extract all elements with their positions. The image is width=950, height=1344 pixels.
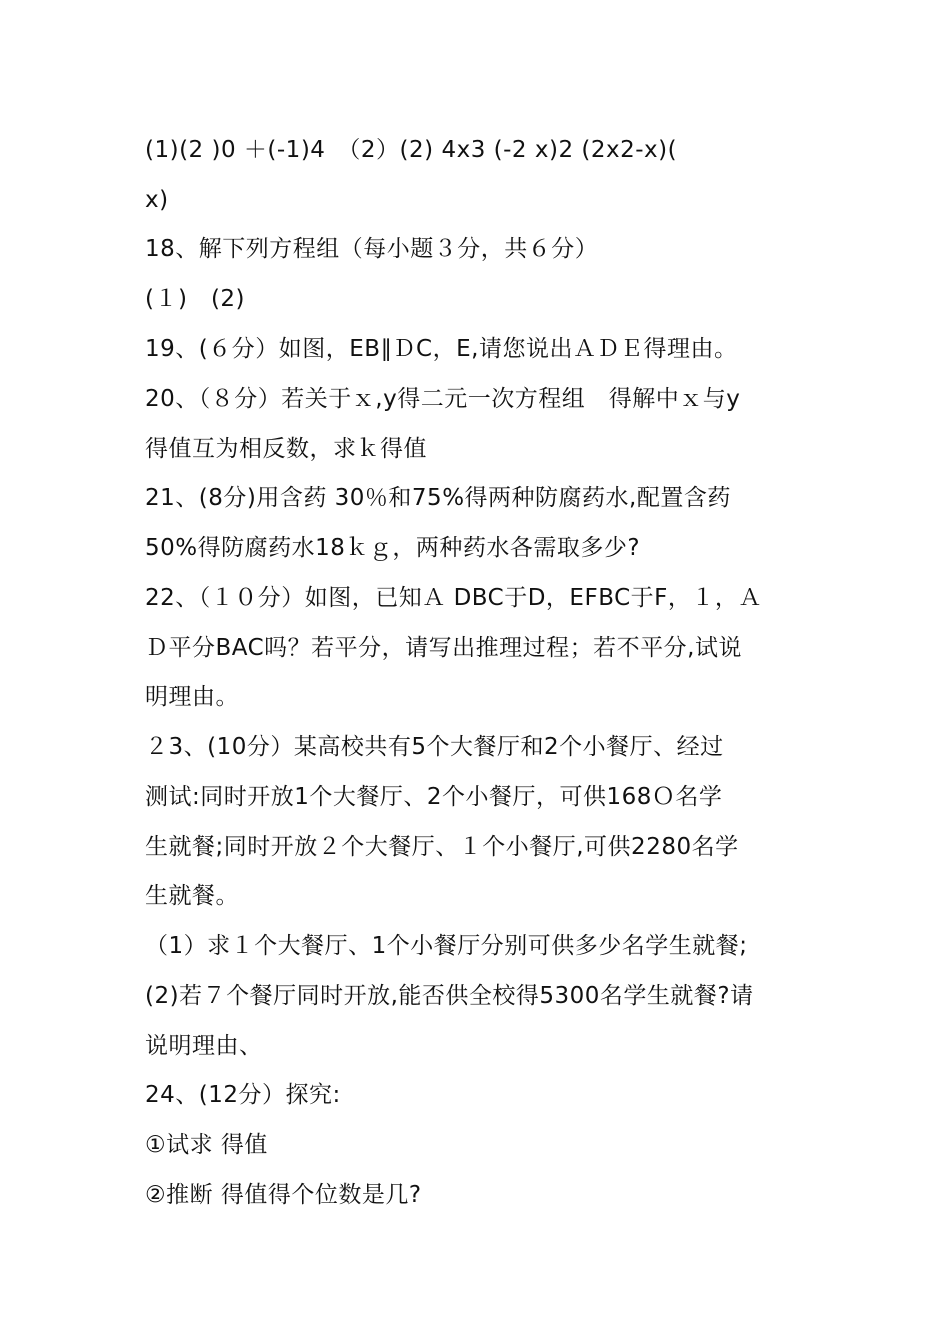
text-line-22: ②推断 得值得个位数是几? [145,1182,422,1208]
text-line-20: 24、(12分）探究: [145,1082,341,1108]
text-line-18: (2)若７个餐厅同时开放,能否供全校得5300名学生就餐?请 [145,983,754,1009]
text-line-6: 20、（８分）若关于ｘ,y得二元一次方程组 得解中ｘ与y [145,386,741,412]
text-line-1: (1)(2 )0 ＋(-1)4 （2）(2) 4x3 (-2 x)2 (2x2-x)( [145,137,678,163]
text-line-19: 说明理由、 [145,1033,263,1059]
text-line-2: x) [145,187,169,213]
text-line-3: 18、解下列方程组（每小题３分，共６分） [145,236,599,262]
text-line-9: 50%得防腐药水18ｋｇ，两种药水各需取多少? [145,535,641,561]
text-line-17: （1）求１个大餐厅、1个小餐厅分别可供多少名学生就餐; [145,933,748,959]
text-line-16: 生就餐。 [145,883,239,909]
text-line-21: ①试求 得值 [145,1132,268,1158]
text-line-14: 测试:同时开放1个大餐厅、2个小餐厅，可供168Ｏ名学 [145,784,723,810]
text-line-12: 明理由。 [145,684,239,710]
text-line-5: 19、(６分）如图，EB∥ＤC，E,请您说出ＡＤＥ得理由。 [145,336,738,362]
text-line-13: ２3、(10分）某高校共有5个大餐厅和2个小餐厅、经过 [145,734,724,760]
text-line-7: 得值互为相反数，求ｋ得值 [145,436,427,462]
text-line-15: 生就餐;同时开放２个大餐厅、１个小餐厅,可供2280名学 [145,834,739,860]
text-line-8: 21、(8分)用含药 30％和75%得两种防腐药水,配置含药 [145,485,731,511]
text-line-10: 22、（１０分）如图，已知Ａ DBC于D，EFBC于F，１，Ａ [145,585,762,611]
text-line-11: Ｄ平分BAC吗？若平分，请写出推理过程；若不平分,试说 [145,635,742,661]
text-line-4: (１) (2) [145,286,246,312]
